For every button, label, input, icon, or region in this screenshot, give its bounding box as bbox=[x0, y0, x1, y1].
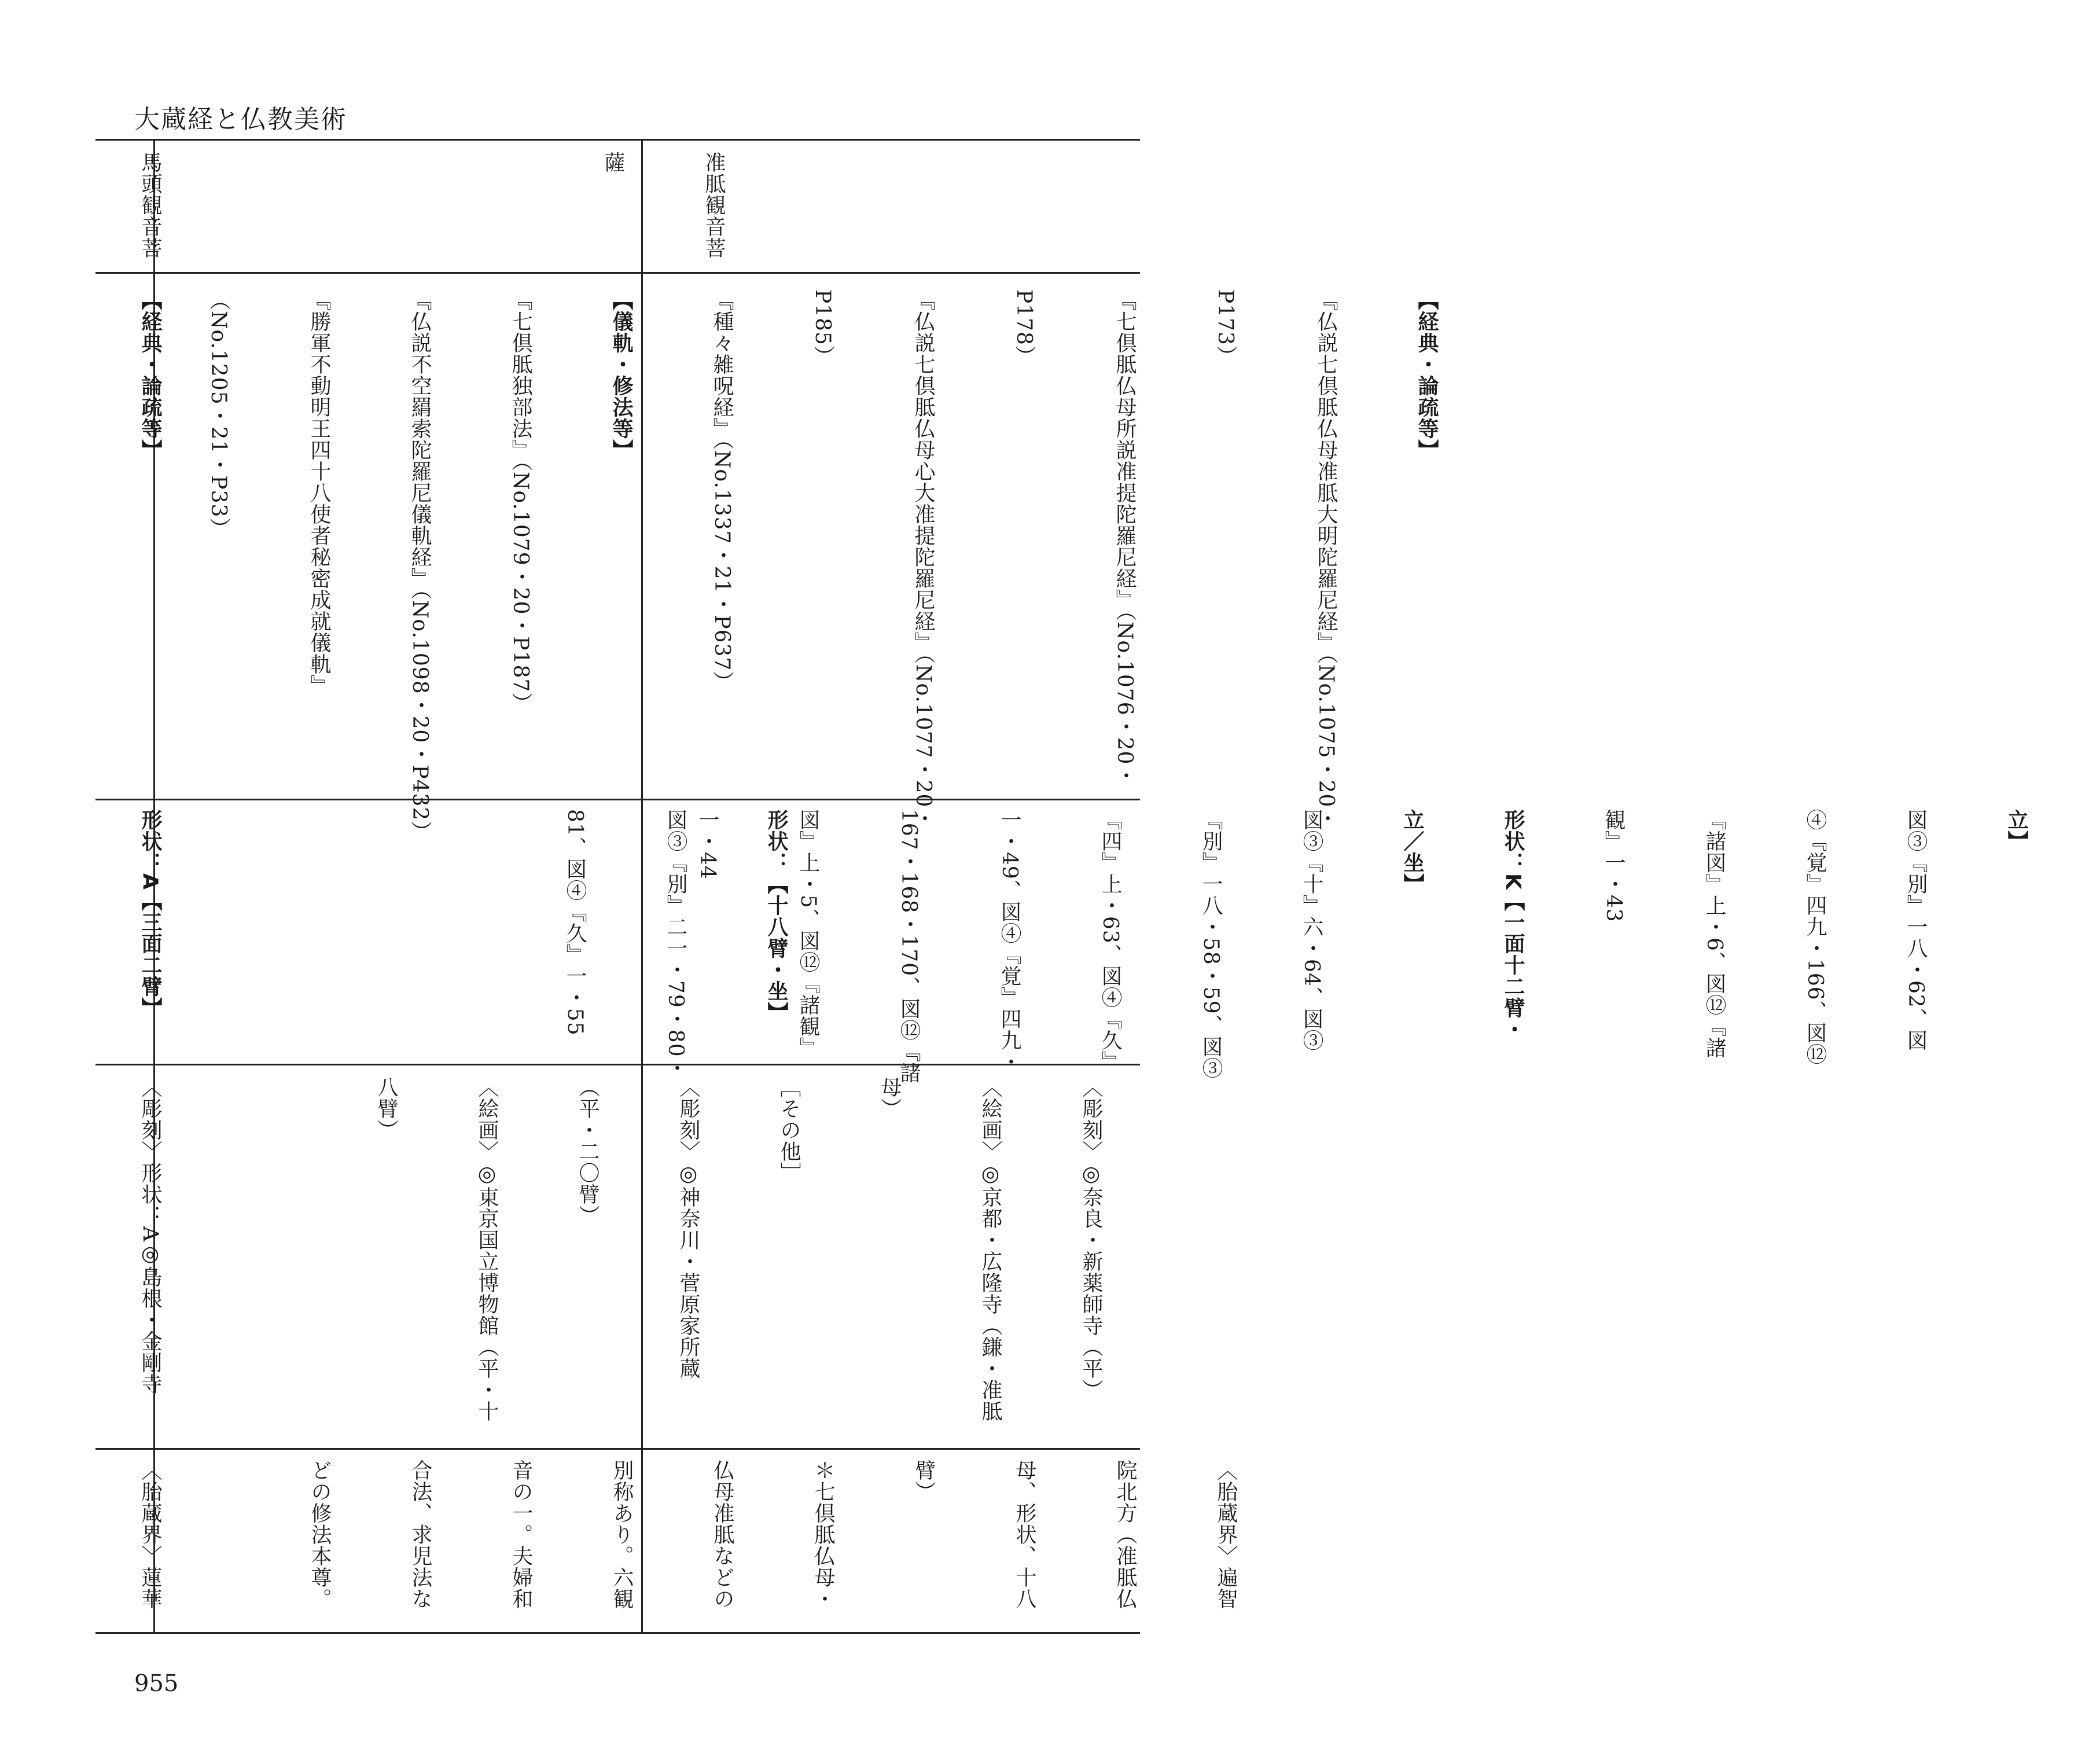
page-header: 大蔵経と仏教美術 bbox=[134, 105, 347, 134]
cell-works-left bbox=[100, 1076, 234, 1395]
sutra-line: 『仏説七倶胝仏母准胝大明陀羅尼経』（No.1075・20・ bbox=[1314, 289, 1338, 829]
shape-line: 立／坐】 bbox=[1400, 809, 1424, 895]
works-line: ［その他］ bbox=[777, 1076, 801, 1184]
cell-mandala-middle bbox=[269, 1460, 1310, 1609]
shape-line: 『諸図』上・6、図⑫『諸 bbox=[1702, 809, 1726, 1059]
cell-name-left bbox=[100, 152, 234, 259]
shape-line: ④『覚』四九・166、図⑫ bbox=[1803, 809, 1827, 1065]
sutra-line: 『仏説七倶胝仏母心大准提陀羅尼経』（No.1077・20・ bbox=[911, 289, 935, 829]
works-line: 〈彫刻〉◎奈良・新薬師寺（平） bbox=[1079, 1076, 1103, 1401]
mandala-line: 〈胎蔵界〉遍智 bbox=[1214, 1460, 1238, 1609]
ritual-line: 『七倶胝独部法』（No.1079・20・P187） bbox=[509, 289, 532, 714]
sutra-heading: 【経典・論疏等】 bbox=[1415, 289, 1439, 461]
shape-line: 『別』一八・58・59、図③ bbox=[1199, 809, 1223, 1079]
deity-name-batou: 馬頭観音菩 bbox=[138, 152, 162, 259]
works-line: 〈彫刻〉形状：A◎島根・金剛寺 bbox=[138, 1076, 162, 1395]
works-line: 〈絵画〉◎京都・広隆寺（鎌・准胝 bbox=[979, 1076, 1002, 1422]
sutra-line: P178） bbox=[1012, 289, 1036, 367]
works-line: 〈彫刻〉◎神奈川・菅原家所蔵 bbox=[676, 1076, 700, 1379]
table-top-rule bbox=[95, 139, 1140, 141]
shape-line: 図』上・5、図⑫『諸観』 bbox=[796, 809, 820, 1059]
ritual-line: 『勝軍不動明王四十八使者秘密成就儀軌』 bbox=[307, 289, 331, 696]
mandala-line: ＊七倶胝仏母・ bbox=[811, 1460, 835, 1609]
cell-works-middle bbox=[336, 1076, 1175, 1422]
mandala-line: どの修法本尊。 bbox=[308, 1460, 332, 1609]
ritual-line: （No.1205・21・P33） bbox=[207, 289, 230, 539]
sutra-line: 『種々雑呪経』（No.1337・21・P637） bbox=[710, 289, 734, 693]
cell-shape-middle bbox=[524, 809, 860, 1079]
works-line: （平・二〇臂） bbox=[576, 1076, 600, 1226]
cell-mandala-left bbox=[100, 1460, 234, 1609]
shape-line: 図③『別』二一・79・80・ bbox=[664, 809, 687, 1079]
deity-name-juntei-cont: 薩 bbox=[601, 152, 625, 173]
cell-sutra-middle bbox=[168, 289, 1510, 842]
shape-line: 『四』上・63、図④『久』 bbox=[1098, 809, 1122, 1072]
cell-shape-right bbox=[657, 809, 2100, 1083]
mandala-line: 臂） bbox=[912, 1460, 936, 1502]
works-line: 八臂） bbox=[374, 1076, 398, 1141]
ritual-heading: 【儀軌・修法等】 bbox=[609, 289, 633, 461]
table-bottom-rule bbox=[95, 1632, 1140, 1634]
mandala-line: 母、形状、十八 bbox=[1013, 1460, 1036, 1609]
mandala-line: 〈胎蔵界〉蓮華 bbox=[138, 1460, 162, 1609]
mandala-line: 音の一。夫婦和 bbox=[509, 1460, 533, 1609]
cell-shape-left bbox=[100, 809, 234, 1019]
shape-line: 形状：K【一面十二臂・ bbox=[1501, 809, 1525, 1040]
shape-line: 81、図④『久』一・55 bbox=[563, 809, 587, 1036]
works-line: 母） bbox=[878, 1076, 902, 1119]
sutra-heading: 【経典・論疏等】 bbox=[138, 289, 162, 461]
cell-name-middle bbox=[562, 152, 797, 259]
sutra-line: P173） bbox=[1213, 289, 1237, 367]
shape-line: 立】 bbox=[2005, 809, 2028, 852]
shape-line: 観』一・43 bbox=[1602, 809, 1625, 923]
shape-line: 一・49、図④『覚』四九・ bbox=[998, 809, 1021, 1072]
shape-line: 形状：【十八臂・坐】 bbox=[764, 809, 788, 1023]
shape-line: 図③『別』一八・62、図 bbox=[1904, 809, 1928, 1051]
page-number: 955 bbox=[134, 1670, 179, 1697]
shape-line: 形状：A【三面二臂】 bbox=[138, 809, 162, 1019]
shape-line: 一・44 bbox=[696, 809, 719, 880]
ritual-line: 『仏説不空羂索陀羅尼儀軌経』（No.1098・20・P432） bbox=[408, 289, 432, 843]
shape-line: 図③『十』六・64、図③ bbox=[1300, 809, 1323, 1051]
row-divider-4 bbox=[95, 1448, 1140, 1450]
row-divider-1 bbox=[95, 272, 1140, 274]
deity-name-juntei: 准胝観音菩 bbox=[702, 152, 726, 259]
works-line: 〈絵画〉◎東京国立博物館（平・十 bbox=[475, 1076, 499, 1422]
mandala-line: 合法、求児法な bbox=[409, 1460, 432, 1609]
mandala-line: 院北方（准胝仏 bbox=[1113, 1460, 1137, 1609]
sutra-line: 『七倶胝仏母所説准提陀羅尼経』（No.1076・20・ bbox=[1113, 289, 1137, 787]
mandala-line: 別称あり。六観 bbox=[610, 1460, 634, 1609]
sutra-line: P185） bbox=[811, 289, 834, 367]
shape-line: 167・168・170、図⑫『諸 bbox=[897, 809, 921, 1084]
mandala-line: 仏母准胝などの bbox=[711, 1460, 734, 1609]
